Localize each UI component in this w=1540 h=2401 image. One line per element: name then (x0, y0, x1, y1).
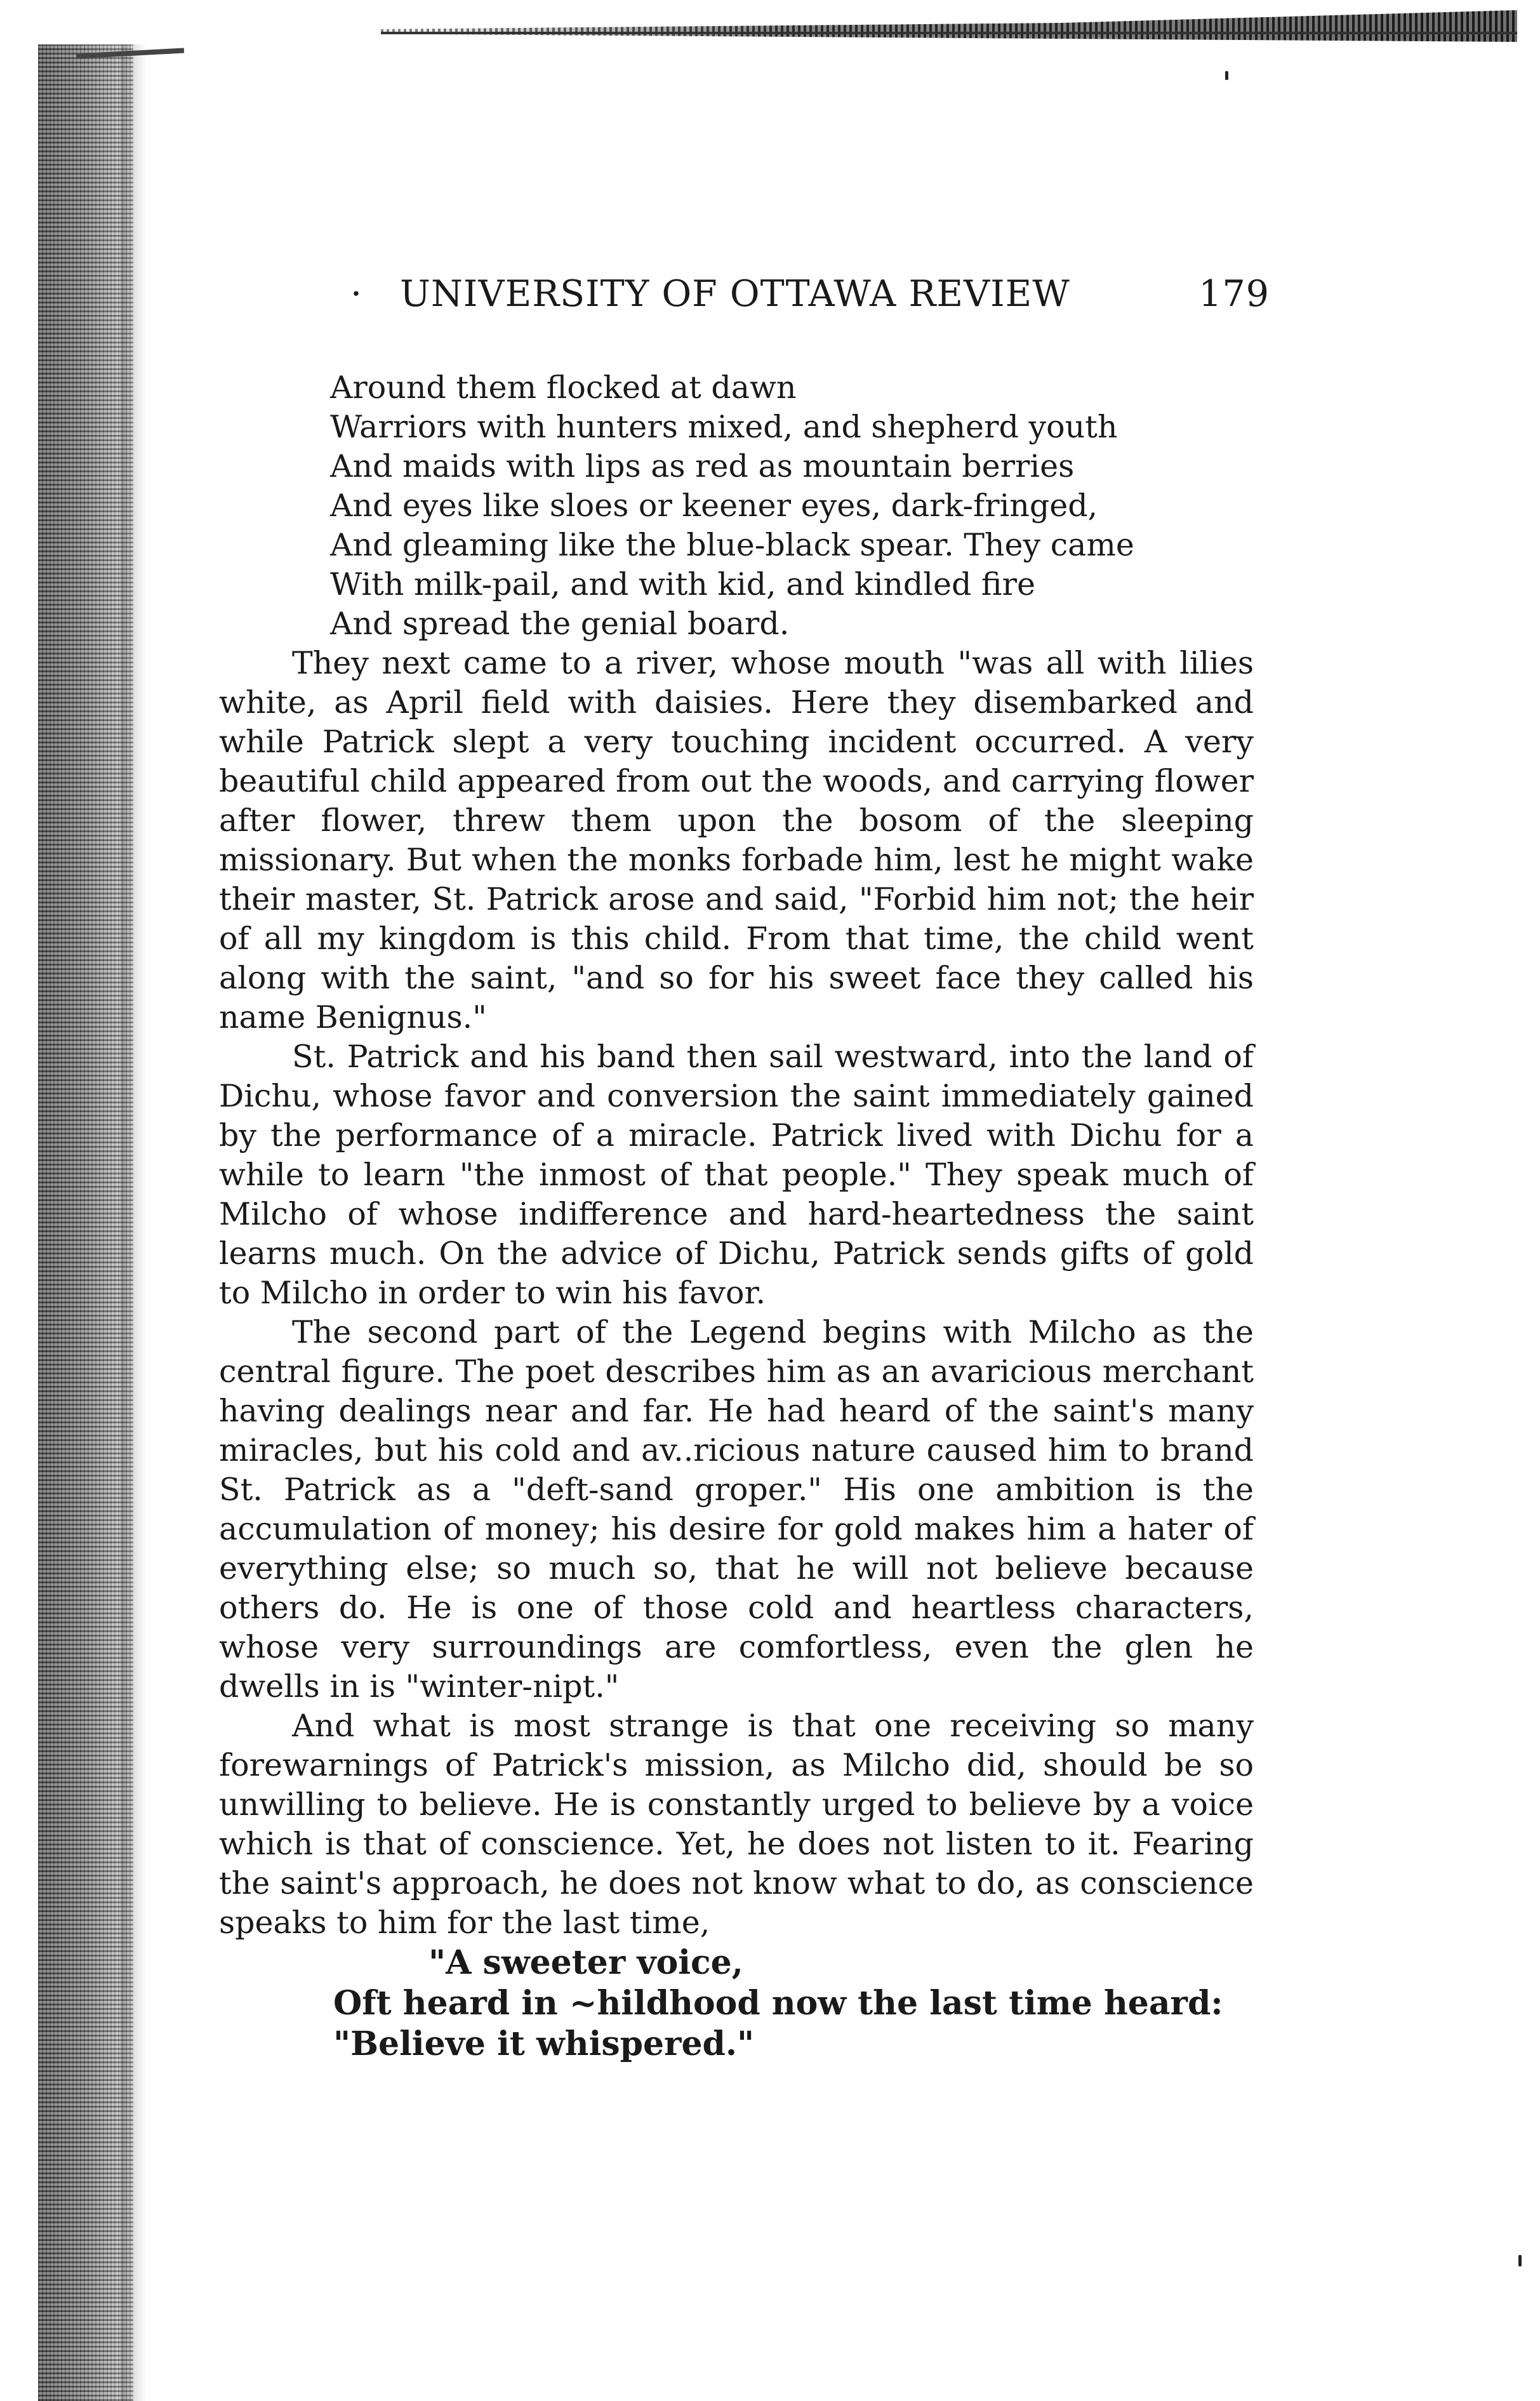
verse-line: With milk-pail, and with kid, and kindled fire (330, 566, 1036, 602)
paragraph-conscience: And what is most strange is that one receiving so many forewarnings of Patrick's mission, as Milcho did, should be so unwilling to believe. He is constantly urged to believe by a voice which is that of conscience. Yet, he does not listen to it. Fearing the saint's approach, he does not know what to do, as conscience speaks to him for the last time, (219, 1708, 1254, 1941)
paragraph-dichu: St. Patrick and his band then sail westward, into the land of Dichu, whose favor and conversion the saint immediately gained by the performance of a miracle. Patrick lived with Dichu for a while to learn "the inmost of that people." They speak much of Milcho of whose indifference and hard-heartedness the saint learns much. On the advice of Dichu, Patrick sends gifts of gold to Milcho in order to win his favor. (219, 1039, 1254, 1311)
journal-title: UNIVERSITY OF OTTAWA REVIEW (400, 273, 1070, 315)
verse-closing (219, 1943, 1254, 2065)
verse-line: "A sweeter voice, (428, 1943, 743, 1982)
scan-speck (1225, 71, 1228, 80)
verse-line: Warriors with hunters mixed, and shepherd youth (330, 409, 1118, 445)
scan-binding-edge (38, 44, 133, 2401)
verse-line: Oft heard in ~hildhood now the last time heard: (333, 1984, 1223, 2023)
page-number: 179 (1198, 273, 1270, 315)
verse-opening (219, 368, 1254, 644)
header-dot: · (350, 273, 363, 315)
verse-line: And spread the genial board. (330, 606, 790, 642)
paragraph-benignus: They next came to a river, whose mouth "was all with lilies white, as April field with daisies. Here they disembarked and while Patrick slept a very touching incident occurred. A very beautiful child appeared from out the woods, and carrying flower after flower, threw them upon the bosom of the sleeping missionary. But when the monks forbade him, lest he might wake their master, St. Patrick arose and said, "Forbid him not; the heir of all my kingdom is this child. From that time, the child went along with the saint, "and so for his sweet face they called his name Benignus." (219, 645, 1254, 1035)
scan-top-line (381, 32, 1517, 34)
running-head (350, 273, 1270, 330)
verse-line: "Believe it whispered." (333, 2025, 755, 2063)
scan-top-artifact (381, 10, 1517, 42)
paragraph-milcho: The second part of the Legend begins with Milcho as the central figure. The poet describes him as an avaricious merchant having dealings near and far. He had heard of the saint's many miracles, but his cold and av..ricious nature caused him to brand St. Patrick as a "deft-sand groper." His one ambition is the accumulation of money; his desire for gold makes him a hater of everything else; so much so, that he will not believe because others do. He is one of those cold and heartless characters, whose very surroundings are comfortless, even the glen he dwells in is "winter-nipt." (219, 1314, 1254, 1705)
scan-speck (1518, 2255, 1522, 2266)
verse-line: And eyes like sloes or keener eyes, dark-fringed, (330, 488, 1098, 524)
scan-binding-shadow (121, 44, 146, 2401)
verse-line: And gleaming like the blue-black spear. They came (330, 527, 1134, 563)
verse-line: And maids with lips as red as mountain berries (330, 448, 1075, 484)
page-body (219, 368, 1254, 2065)
verse-line: Around them flocked at dawn (330, 369, 797, 406)
